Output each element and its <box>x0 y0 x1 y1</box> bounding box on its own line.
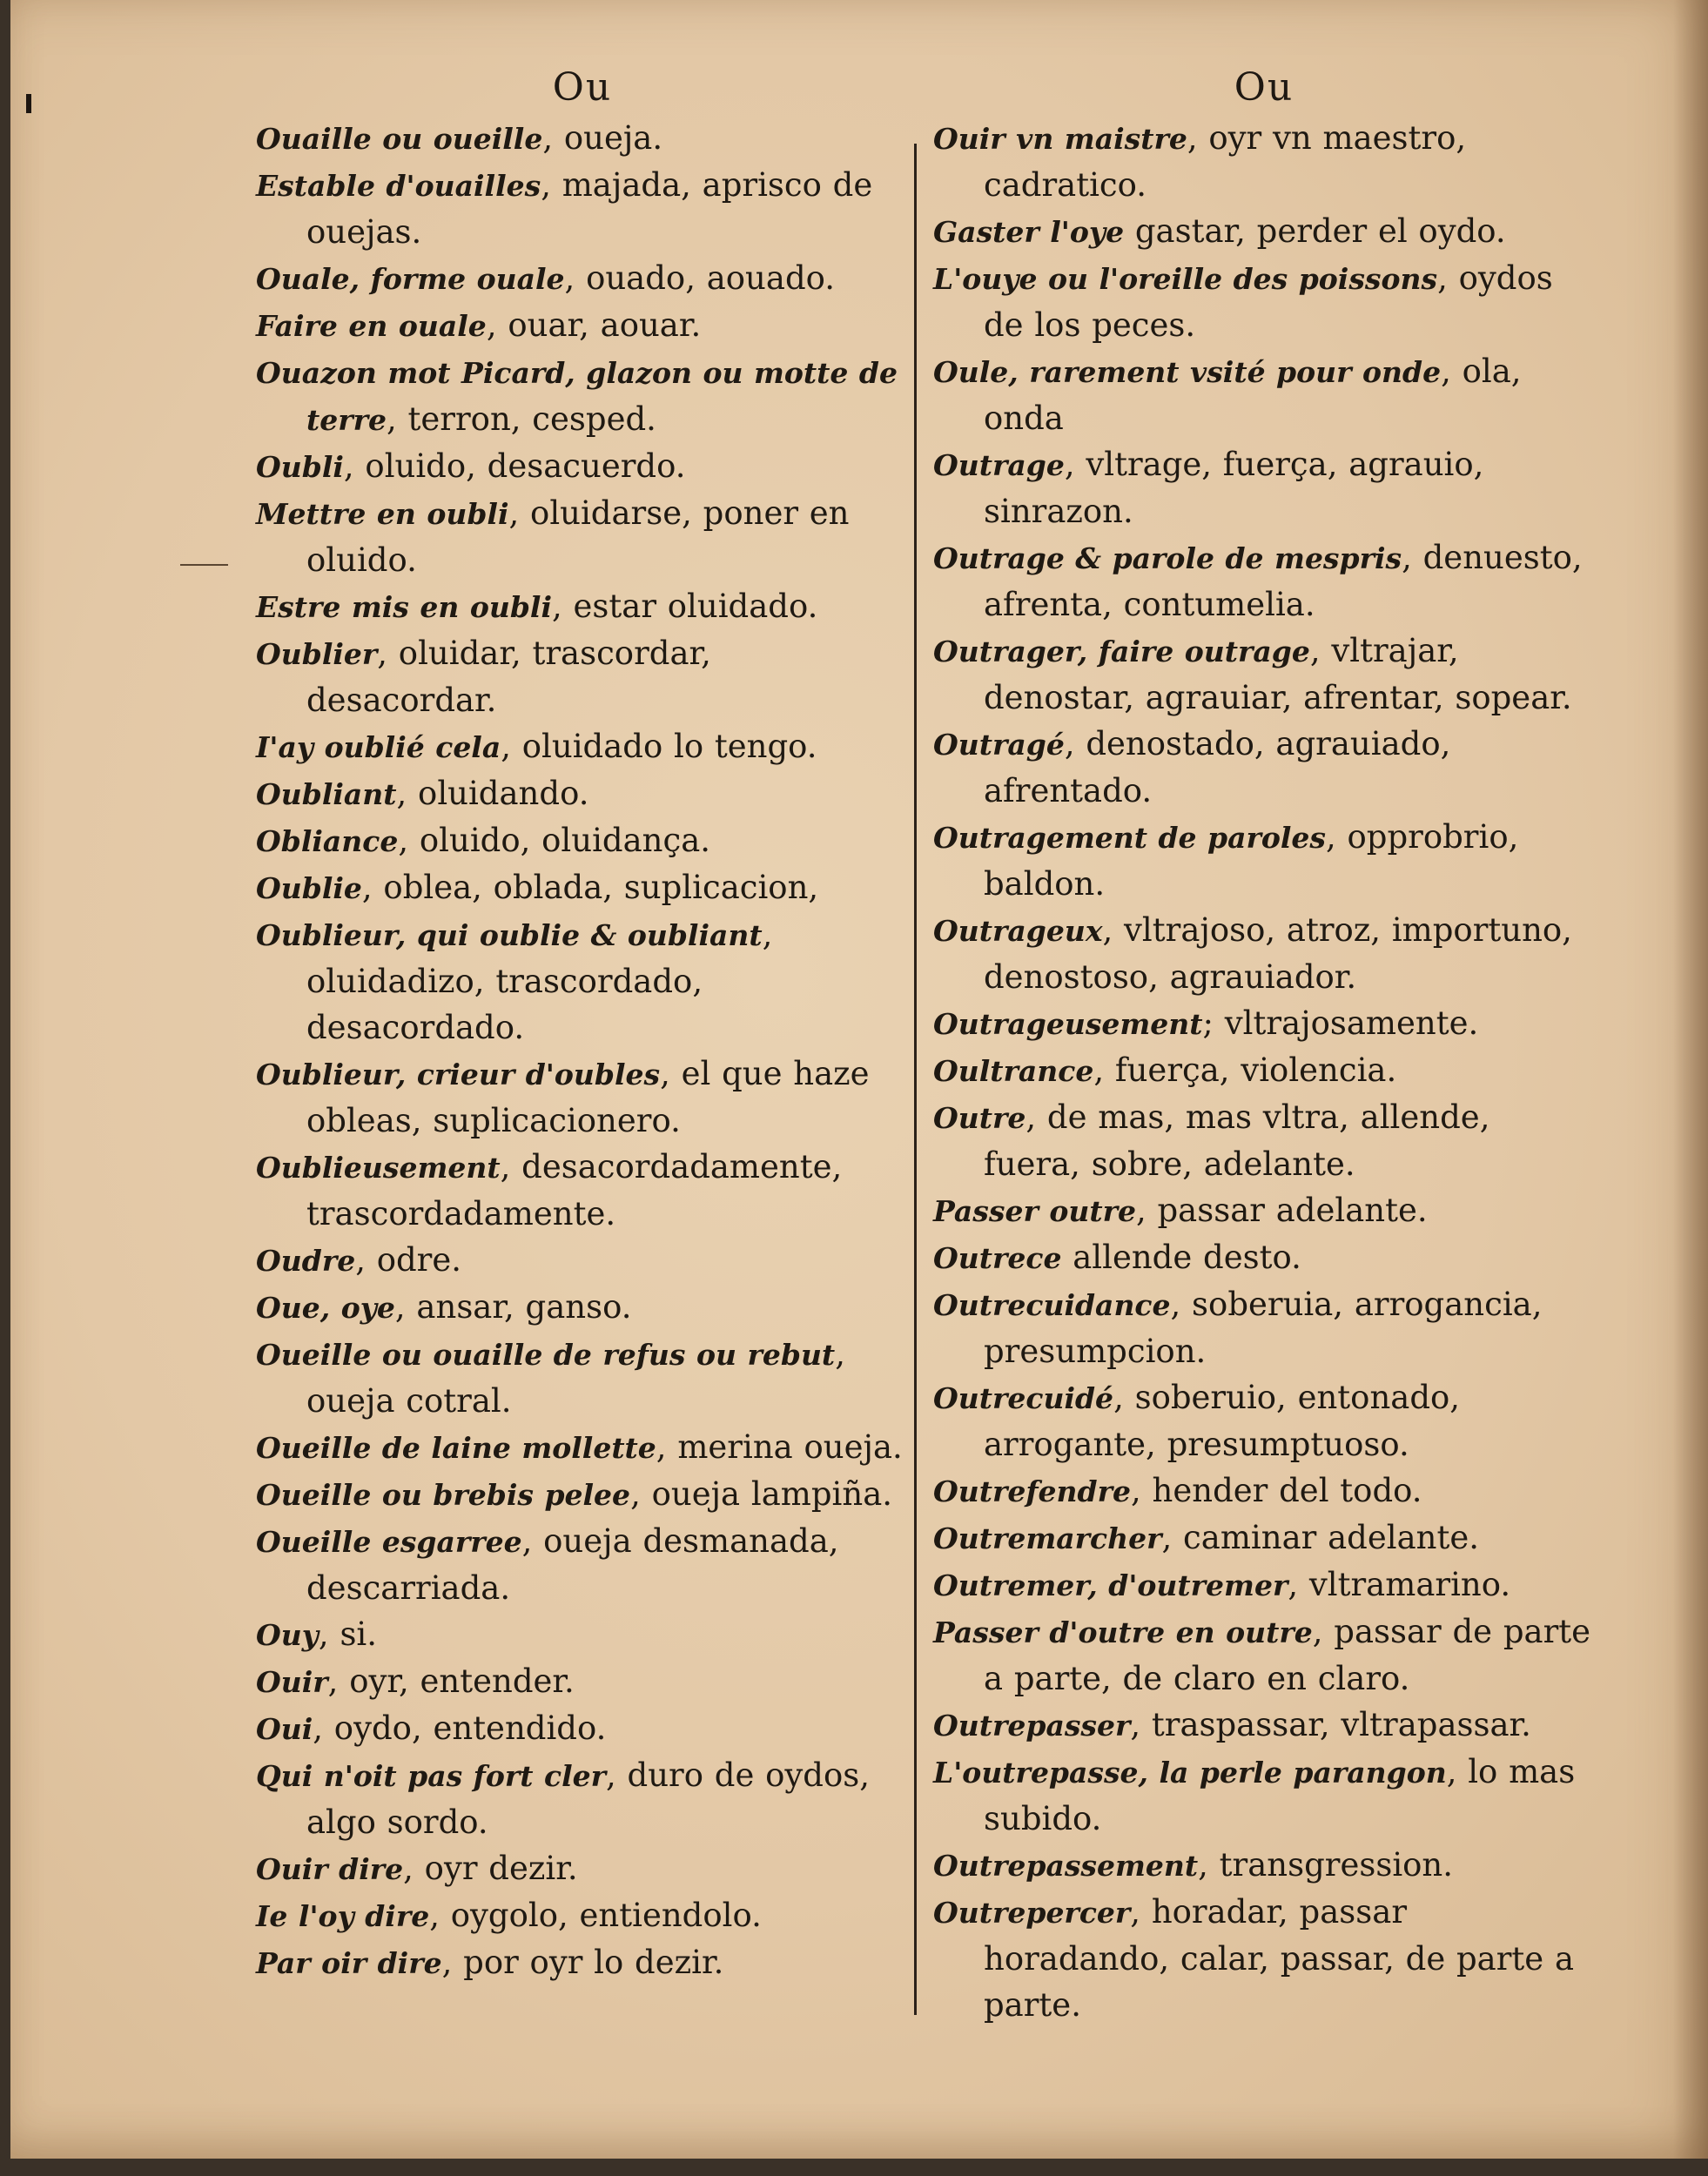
translation-spanish: gastar, perder el oydo. <box>1124 212 1506 250</box>
dictionary-entry <box>933 115 1595 208</box>
dictionary-entry <box>256 817 909 864</box>
dictionary-entry <box>933 628 1595 721</box>
dictionary-entry <box>933 1047 1595 1094</box>
headword-french: I'ay oublié cela <box>256 730 501 764</box>
dictionary-entry <box>933 1467 1595 1514</box>
headword-french: Ie l'oy dire <box>256 1899 430 1933</box>
headword-french: Outrage <box>933 448 1065 482</box>
right-column-header: Ou <box>1234 65 1294 110</box>
dictionary-entry <box>933 1749 1595 1842</box>
headword-french: Oublieur, qui oublie & oubliant <box>256 918 763 952</box>
headword-french: Outrefendre <box>933 1474 1132 1508</box>
dictionary-entry <box>256 1752 909 1845</box>
headword-french: Oueille ou ouaille de refus ou rebut <box>256 1338 836 1372</box>
translation-spanish: , horadar, passar horadando, calar, passar, de parte a parte. <box>984 1893 1575 2024</box>
translation-spanish: , hender del todo. <box>1131 1472 1422 1509</box>
translation-spanish: , de mas, mas vltra, allende, fuera, sobre, adelante. <box>984 1098 1490 1183</box>
translation-spanish: , oyr dezir. <box>403 1850 578 1887</box>
translation-spanish: , opprobrio, baldon. <box>984 818 1519 903</box>
dictionary-entry <box>256 1939 909 1986</box>
translation-spanish: , oluidarse, poner en oluido. <box>306 494 850 579</box>
translation-spanish: , vltrage, fuerça, agrauio, sinrazon. <box>984 446 1484 530</box>
translation-spanish: , el que haze obleas, suplicacionero. <box>306 1055 870 1139</box>
headword-french: Oublier <box>256 637 378 671</box>
dictionary-entry <box>256 770 909 817</box>
left-column <box>256 61 909 1986</box>
dictionary-entry <box>933 1561 1595 1608</box>
translation-spanish: , ouar, aouar. <box>486 306 702 344</box>
dictionary-entry <box>933 1889 1595 2028</box>
translation-spanish: , passar de parte a parte, de claro en claro. <box>984 1613 1591 1697</box>
translation-spanish: , por oyr lo dezir. <box>441 1944 724 1981</box>
dictionary-entry <box>933 1374 1595 1467</box>
dictionary-entry <box>933 1842 1595 1889</box>
column-rule <box>914 144 917 2015</box>
dictionary-entry <box>933 814 1595 907</box>
dictionary-entry <box>256 864 909 911</box>
dictionary-entry <box>256 723 909 770</box>
headword-french: Ouaille ou oueille <box>256 122 543 156</box>
headword-french: Mettre en oubli <box>256 497 509 531</box>
dictionary-entry <box>256 1284 909 1331</box>
headword-french: Oueille esgarree <box>256 1525 522 1559</box>
headword-french: Oubliant <box>256 777 397 811</box>
dictionary-entry <box>256 1611 909 1658</box>
right-column <box>933 61 1595 2028</box>
margin-dash <box>180 564 228 566</box>
margin-mark <box>26 94 31 113</box>
headword-french: Faire en ouale <box>256 309 487 343</box>
dictionary-entry <box>933 1187 1595 1234</box>
headword-french: Oudre <box>256 1244 356 1278</box>
headword-french: Outrage & parole de mespris <box>933 541 1402 575</box>
headword-french: Ouale, forme ouale <box>256 262 565 296</box>
translation-spanish: , vltrajoso, atroz, importuno, denostoso, agrauiador. <box>984 911 1572 996</box>
translation-spanish: , oluidando. <box>396 775 589 812</box>
translation-spanish: , oueja cotral. <box>306 1335 845 1420</box>
translation-spanish: , fuerça, violencia. <box>1093 1051 1397 1089</box>
dictionary-entry <box>933 1514 1595 1561</box>
headword-french: Ouir <box>256 1665 328 1699</box>
dictionary-entry <box>256 490 909 583</box>
translation-spanish: , vltramarino. <box>1288 1566 1511 1603</box>
dictionary-entry <box>933 721 1595 814</box>
dictionary-entry <box>256 1051 909 1144</box>
headword-french: Outrepasser <box>933 1709 1131 1743</box>
translation-spanish: , lo mas subido. <box>984 1753 1576 1837</box>
translation-spanish: , oluidado lo tengo. <box>501 728 817 765</box>
translation-spanish: , oygolo, entiendolo. <box>429 1897 762 1934</box>
headword-french: Estable d'ouailles <box>256 169 541 203</box>
headword-french: Oublie <box>256 871 362 905</box>
translation-spanish: ; vltrajosamente. <box>1202 1004 1479 1042</box>
left-column-header: Ou <box>552 65 613 110</box>
headword-french: Outrager, faire outrage <box>933 635 1310 668</box>
translation-spanish: , soberuio, entonado, arrogante, presumptuoso. <box>984 1379 1461 1463</box>
headword-french: Gaster l'oye <box>933 215 1125 249</box>
translation-spanish: , ansar, ganso. <box>394 1288 632 1326</box>
headword-french: Ouir vn maistre <box>933 122 1187 156</box>
dictionary-entry <box>256 911 909 1051</box>
dictionary-entry <box>256 1471 909 1518</box>
translation-spanish: , majada, aprisco de ouejas. <box>306 166 873 251</box>
dictionary-entry <box>256 1845 909 1892</box>
dictionary-entry <box>933 1234 1595 1281</box>
translation-spanish: , traspassar, vltrapassar. <box>1130 1706 1531 1743</box>
translation-spanish: , oueja lampiña. <box>630 1475 893 1513</box>
headword-french: Ouy <box>256 1618 319 1652</box>
translation-spanish: , vltrajar, denostar, agrauiar, afrentar, sopear. <box>984 632 1572 716</box>
translation-spanish: , denostado, agrauiado, afrentado. <box>984 725 1451 809</box>
headword-french: Oue, oye <box>256 1291 395 1325</box>
translation-spanish: , si. <box>318 1615 378 1653</box>
dictionary-entry <box>933 1608 1595 1702</box>
headword-french: Oule, rarement vsité pour onde <box>933 355 1442 389</box>
dictionary-entry <box>256 1892 909 1939</box>
translation-spanish: , oueja. <box>542 119 663 157</box>
translation-spanish: , transgression. <box>1198 1846 1454 1884</box>
translation-spanish: , estar oluidado. <box>552 588 818 625</box>
left-entry-list <box>256 115 909 1986</box>
dictionary-entry <box>933 1281 1595 1374</box>
headword-french: Par oir dire <box>256 1946 442 1980</box>
translation-spanish: , oluido, desacuerdo. <box>343 447 686 485</box>
headword-french: L'ouye ou l'oreille des poissons <box>933 262 1438 296</box>
translation-spanish: , odre. <box>355 1241 462 1279</box>
headword-french: Outragement de paroles <box>933 821 1326 855</box>
dictionary-entry <box>933 907 1595 1000</box>
headword-french: Ouazon mot Picard, glazon ou motte de terre <box>256 356 898 437</box>
translation-spanish: , denuesto, afrenta, contumelia. <box>984 539 1583 623</box>
headword-french: Qui n'oit pas fort cler <box>256 1759 606 1793</box>
dictionary-entry <box>256 302 909 349</box>
headword-french: Outrepercer <box>933 1896 1131 1930</box>
dictionary-entry <box>256 1705 909 1752</box>
headword-french: Passer outre <box>933 1194 1136 1228</box>
dictionary-entry <box>933 348 1595 441</box>
dictionary-entry <box>256 162 909 255</box>
translation-spanish: , oluidar, trascordar, desacordar. <box>306 635 711 719</box>
dictionary-entry <box>256 1658 909 1705</box>
headword-french: Obliance <box>256 824 399 858</box>
dictionary-entry <box>933 441 1595 534</box>
dictionary-entry <box>256 255 909 302</box>
translation-spanish: , desacordadamente, trascordadamente. <box>306 1148 843 1232</box>
headword-french: Oueille de laine mollette <box>256 1431 656 1465</box>
headword-french: Outremer, d'outremer <box>933 1568 1288 1602</box>
headword-french: Oubli <box>256 450 344 484</box>
dictionary-entry <box>256 583 909 630</box>
headword-french: Outrepassement <box>933 1849 1199 1883</box>
headword-french: L'outrepasse, la perle parangon <box>933 1756 1447 1790</box>
dictionary-entry <box>256 1237 909 1284</box>
headword-french: Oui <box>256 1712 313 1746</box>
headword-french: Outre <box>933 1101 1026 1135</box>
dictionary-entry <box>256 1518 909 1611</box>
headword-french: Outrecuidé <box>933 1381 1114 1415</box>
translation-spanish: , oluido, oluidança. <box>398 822 711 859</box>
translation-spanish: , passar adelante. <box>1135 1192 1428 1229</box>
translation-spanish: , oydos de los peces. <box>984 259 1553 344</box>
headword-french: Passer d'outre en outre <box>933 1615 1313 1649</box>
headword-french: Outrageux <box>933 914 1103 948</box>
translation-spanish: , ouado, aouado. <box>564 259 836 297</box>
translation-spanish: , ola, onda <box>984 353 1522 437</box>
headword-french: Ouir dire <box>256 1852 404 1886</box>
dictionary-entry <box>933 1094 1595 1187</box>
translation-spanish: , oluidadizo, trascordado, desacordado. <box>306 916 773 1046</box>
dictionary-entry <box>933 1000 1595 1047</box>
dictionary-entry <box>933 255 1595 348</box>
headword-french: Oueille ou brebis pelee <box>256 1478 631 1512</box>
translation-spanish: , merina oueja. <box>656 1428 903 1466</box>
translation-spanish: , soberuia, arrogancia, presumpcion. <box>984 1286 1543 1370</box>
headword-french: Outrecuidance <box>933 1288 1171 1322</box>
headword-french: Outragé <box>933 728 1065 762</box>
headword-french: Outremarcher <box>933 1521 1162 1555</box>
translation-spanish: , oyr vn maestro, cadratico. <box>984 119 1467 204</box>
translation-spanish: , duro de oydos, algo sordo. <box>306 1756 870 1841</box>
translation-spanish: allende desto. <box>1061 1239 1301 1276</box>
dictionary-entry <box>933 534 1595 628</box>
translation-spanish: , oyr, entender. <box>327 1662 575 1700</box>
translation-spanish: , oydo, entendido. <box>313 1709 607 1747</box>
headword-french: Oultrance <box>933 1054 1094 1088</box>
headword-french: Oublieur, crieur d'oubles <box>256 1058 661 1091</box>
dictionary-entry <box>256 1331 909 1424</box>
headword-french: Outrece <box>933 1241 1062 1275</box>
dictionary-entry <box>256 1424 909 1471</box>
translation-spanish: , oblea, oblada, suplicacion, <box>361 869 819 906</box>
dictionary-entry <box>256 630 909 723</box>
dictionary-entry <box>256 1144 909 1237</box>
right-entry-list <box>933 115 1595 2028</box>
headword-french: Oublieusement <box>256 1151 501 1185</box>
translation-spanish: , oueja desmanada, descarriada. <box>306 1522 839 1607</box>
dictionary-entry <box>256 349 909 443</box>
translation-spanish: , terron, cesped. <box>387 400 656 438</box>
translation-spanish: , caminar adelante. <box>1161 1519 1479 1556</box>
dictionary-entry <box>933 1702 1595 1749</box>
dictionary-entry <box>256 443 909 490</box>
headword-french: Estre mis en oubli <box>256 590 552 624</box>
headword-french: Outrageusement <box>933 1007 1203 1041</box>
dictionary-entry <box>256 115 909 162</box>
book-page <box>10 0 1708 2159</box>
dictionary-entry <box>933 208 1595 255</box>
